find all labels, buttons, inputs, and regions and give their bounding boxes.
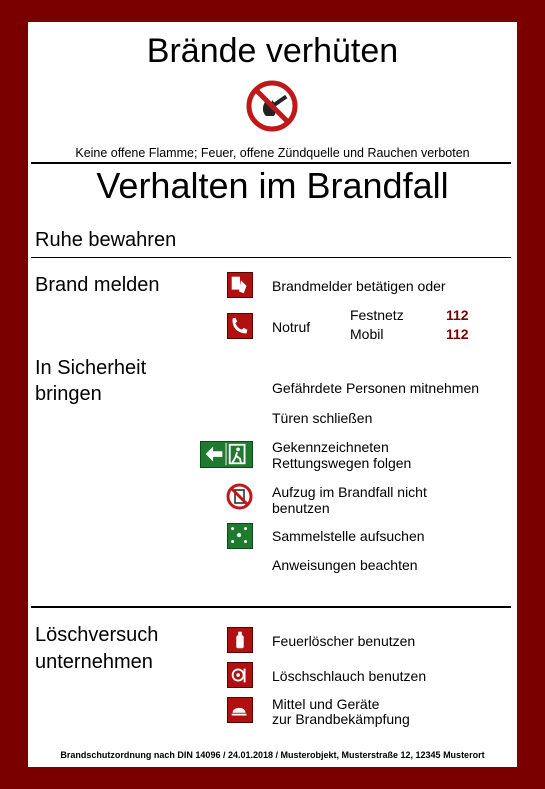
safety-heading-line1: In Sicherheit: [35, 357, 147, 379]
mobile-number: 112: [446, 326, 469, 342]
escape-item-line2: Rettungswegen folgen: [272, 455, 412, 471]
alarm-item: Brandmelder betätigen oder: [272, 278, 446, 294]
doors-item: Türen schließen: [272, 410, 373, 426]
safety-heading-line2: bringen: [35, 383, 102, 405]
phone-icon: [227, 313, 253, 339]
calm-heading: Ruhe bewahren: [35, 229, 177, 251]
landline-number: 112: [446, 307, 469, 323]
landline-label: Festnetz: [350, 307, 404, 323]
no-open-flame-icon: [246, 80, 298, 132]
divider: [31, 257, 511, 258]
prohibition-caption: Keine offene Flamme; Feuer, offene Zündquelle und Rauchen verboten: [75, 146, 470, 160]
fire-alarm-icon: [227, 272, 253, 298]
footer-text: Brandschutzordnung nach DIN 14096 / 24.01.2018 / Musterobjekt, Musterstraße 12, 12345 Musterort: [60, 750, 485, 760]
means-item-line1: Mittel und Geräte: [272, 696, 380, 712]
escape-item-line1: Gekennzeichneten: [272, 439, 389, 455]
fire-hose-icon: [227, 662, 253, 688]
section-title: Verhalten im Brandfall: [96, 165, 449, 206]
extinguish-heading-line1: Löschversuch: [35, 624, 159, 646]
page-title: Brände verhüten: [146, 32, 399, 70]
fire-safety-sheet: [28, 22, 517, 767]
extinguisher-item: Feuerlöscher benutzen: [272, 633, 416, 649]
extinguish-heading-line2: unternehmen: [35, 651, 153, 673]
escape-route-icon: [200, 441, 253, 468]
report-heading: Brand melden: [35, 274, 160, 296]
hose-item: Löschschlauch benutzen: [272, 668, 427, 684]
extinguisher-icon: [227, 627, 253, 653]
means-item-line2: zur Brandbekämpfung: [272, 711, 410, 727]
divider: [31, 162, 511, 164]
instructions-item: Anweisungen beachten: [272, 557, 418, 573]
divider: [31, 606, 511, 608]
firefighting-equipment-icon: [227, 697, 253, 723]
persons-item: Gefährdete Personen mitnehmen: [272, 380, 480, 396]
elevator-item-line1: Aufzug im Brandfall nicht: [272, 484, 427, 500]
assembly-point-icon: [227, 523, 253, 549]
mobile-label: Mobil: [350, 326, 384, 342]
assembly-item: Sammelstelle aufsuchen: [272, 528, 425, 544]
elevator-item-line2: benutzen: [272, 500, 330, 516]
call-item: Notruf: [272, 319, 311, 335]
no-elevator-icon: [226, 483, 253, 510]
